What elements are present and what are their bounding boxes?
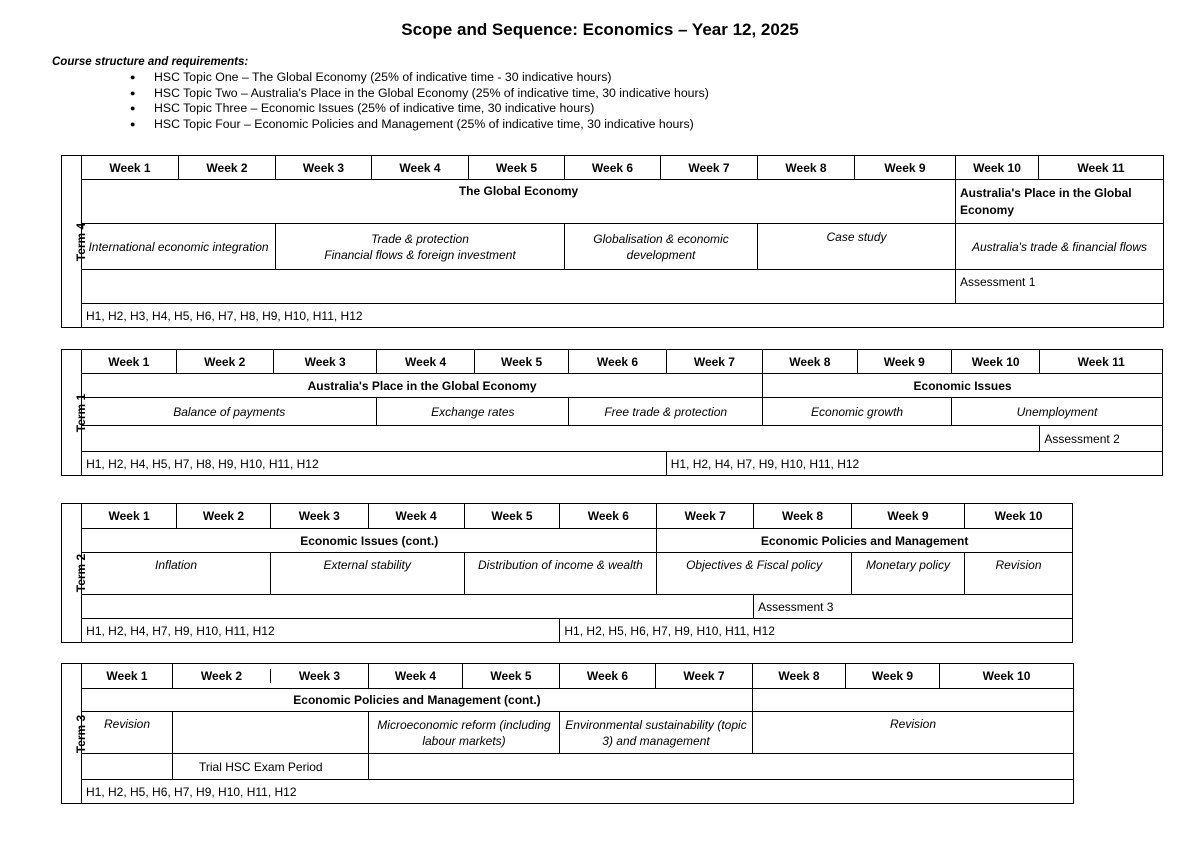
week-header: Week 6 [560, 664, 656, 689]
outcomes-cell: H1, H2, H4, H7, H9, H10, H11, H12 [666, 452, 1162, 476]
page-title: Scope and Sequence: Economics – Year 12, 2025 [401, 20, 799, 39]
assessment-cell: Assessment 3 [754, 595, 1073, 619]
week-header: Week 3 [276, 156, 372, 180]
week-header: Week 7 [666, 350, 762, 374]
list-item: ● HSC Topic Four – Economic Policies and Management (25% of indicative time, 30 indicative hours) [130, 117, 709, 133]
week-header: Week 1 [82, 504, 177, 529]
topic-cell: The Global Economy [82, 180, 956, 224]
topic-cell: Economic Policies and Management (cont.) [82, 689, 753, 712]
week-header: Week 5 [469, 156, 565, 180]
week-header: Week 3 [270, 669, 368, 683]
exam-cell: Trial HSC Exam Period [173, 754, 369, 780]
topic-cell: Economic Issues [763, 374, 1163, 398]
week-header: Week 9 [857, 350, 951, 374]
week-header: Week 5 [474, 350, 568, 374]
week-header: Week 2 [179, 156, 276, 180]
week-header: Week 1 [82, 350, 176, 374]
content-cell: Revision [753, 712, 1074, 754]
week-header: Week 11 [1039, 156, 1164, 180]
outcomes-cell: H1, H2, H4, H5, H7, H8, H9, H10, H11, H12 [82, 452, 667, 476]
week-header: Week 9 [851, 504, 964, 529]
term2-table [61, 503, 1073, 643]
content-cell: Economic growth [763, 398, 952, 426]
week-header: Week 11 [1040, 350, 1163, 374]
assessment-empty [82, 754, 173, 780]
topic-cell: Economic Issues (cont.) [82, 529, 657, 553]
week-header: Week 8 [754, 504, 852, 529]
outcomes-cell: H1, H2, H5, H6, H7, H9, H10, H11, H12 [560, 619, 1073, 643]
week-header-pair [173, 664, 369, 689]
week-header: Week 10 [940, 664, 1074, 689]
assessment-empty [82, 426, 1040, 452]
list-item: ● HSC Topic One – The Global Economy (25% of indicative time - 30 indicative hours) [130, 70, 709, 86]
week-header: Week 3 [273, 350, 376, 374]
week-header: Week 2 [177, 504, 271, 529]
topic-cell: Australia's Place in the Global Economy [956, 180, 1164, 224]
content-empty [173, 712, 369, 754]
week-header: Week 1 [82, 664, 173, 689]
list-item: ● HSC Topic Three – Economic Issues (25% of indicative time, 30 indicative hours) [130, 101, 709, 117]
content-cell: Monetary policy [851, 553, 964, 595]
week-header: Week 5 [464, 504, 560, 529]
week-header: Week 4 [368, 504, 464, 529]
assessment-empty [82, 595, 754, 619]
content-cell: Revision [82, 712, 173, 754]
week-header: Week 4 [372, 156, 469, 180]
week-header: Week 3 [270, 504, 368, 529]
list-item: ● HSC Topic Two – Australia's Place in the Global Economy (25% of indicative time, 30 indicative hours) [130, 86, 709, 102]
term-label: Term 3 [62, 664, 82, 804]
topic-cell: Economic Policies and Management [657, 529, 1073, 553]
week-header: Week 4 [369, 664, 463, 689]
outcomes-cell: H1, H2, H3, H4, H5, H6, H7, H8, H9, H10, H11, H12 [82, 304, 1164, 328]
week-header: Week 8 [763, 350, 857, 374]
content-cell: International economic integration [82, 224, 276, 270]
week-header: Week 8 [758, 156, 855, 180]
outcomes-cell: H1, H2, H4, H7, H9, H10, H11, H12 [82, 619, 560, 643]
week-header: Week 7 [656, 664, 753, 689]
content-cell: Inflation [82, 553, 271, 595]
week-header: Week 2 [176, 350, 273, 374]
content-cell: Objectives & Fiscal policy [657, 553, 852, 595]
week-header: Week 8 [753, 664, 846, 689]
week-header: Week 10 [956, 156, 1039, 180]
content-cell: Environmental sustainability (topic 3) and management [560, 712, 753, 754]
content-cell: Exchange rates [377, 398, 569, 426]
content-cell: Case study [758, 224, 956, 270]
content-cell: Free trade & protection [569, 398, 763, 426]
week-header: Week 2 [200, 669, 243, 683]
week-header: Week 7 [657, 504, 754, 529]
assessment-empty [82, 270, 956, 304]
term4-table [61, 155, 1164, 328]
course-list [130, 70, 709, 132]
term-label: Term 2 [62, 504, 82, 643]
content-cell: Balance of payments [82, 398, 377, 426]
week-header: Week 9 [846, 664, 940, 689]
content-cell: Australia's trade & financial flows [956, 224, 1164, 270]
term-label: Term 4 [62, 156, 82, 328]
week-header: Week 6 [569, 350, 666, 374]
content-line: Financial flows & foreign investment [324, 247, 516, 262]
topic-cell: Australia's Place in the Global Economy [82, 374, 763, 398]
assessment-cell: Assessment 2 [1040, 426, 1163, 452]
outcomes-cell: H1, H2, H5, H6, H7, H9, H10, H11, H12 [82, 780, 1074, 804]
term3-table [61, 663, 1074, 804]
content-cell: Distribution of income & wealth [464, 553, 657, 595]
week-header: Week 1 [82, 156, 179, 180]
content-cell: External stability [270, 553, 464, 595]
week-header: Week 10 [964, 504, 1072, 529]
topic-empty [753, 689, 1074, 712]
week-header: Week 6 [565, 156, 661, 180]
week-header: Week 5 [463, 664, 560, 689]
assessment-cell: Assessment 1 [956, 270, 1164, 304]
content-cell [276, 224, 565, 270]
week-header: Week 10 [951, 350, 1039, 374]
week-header: Week 9 [855, 156, 956, 180]
content-cell: Revision [964, 553, 1072, 595]
assessment-empty [369, 754, 1074, 780]
term-label: Term 1 [62, 350, 82, 476]
content-line: Trade & protection [371, 231, 469, 246]
content-cell: Globalisation & economic development [565, 224, 758, 270]
content-cell: Unemployment [951, 398, 1162, 426]
content-cell: Microeconomic reform (including labour markets) [369, 712, 560, 754]
term1-table [61, 349, 1163, 476]
course-heading: Course structure and requirements: [52, 56, 249, 68]
week-header: Week 4 [377, 350, 474, 374]
week-header: Week 7 [661, 156, 758, 180]
week-header: Week 6 [560, 504, 657, 529]
